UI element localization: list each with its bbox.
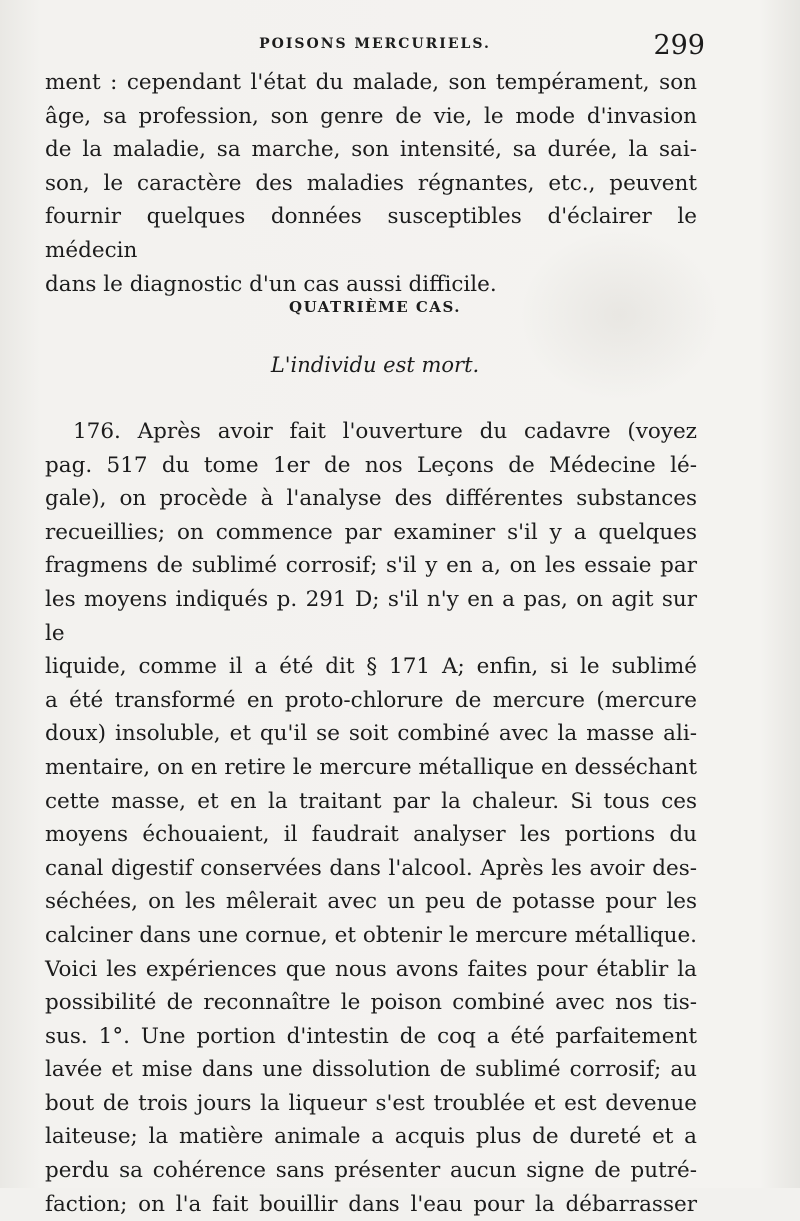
text-line: mentaire, on en retire le mercure métallique en desséchant — [45, 754, 697, 780]
text-line: de la maladie, sa marche, son intensité, sa durée, la sai- — [45, 137, 697, 163]
text-line: doux) insoluble, et qu'il se soit combiné avec la masse ali- — [45, 721, 697, 747]
text-line: canal digestif conservées dans l'alcool. Après les avoir des- — [45, 855, 697, 881]
page-number: 299 — [653, 30, 705, 61]
text-line: séchées, on les mêlerait avec un peu de potasse pour les — [45, 889, 697, 915]
text-line: cette masse, et en la traitant par la chaleur. Si tous ces — [45, 788, 697, 814]
text-line: fournir quelques données susceptibles d'éclairer le médecin — [45, 204, 697, 263]
running-title: POISONS MERCURIELS. — [259, 36, 491, 52]
text-line: possibilité de reconnaître le poison combiné avec nos tis- — [45, 990, 697, 1016]
section-heading: QUATRIÈME CAS. — [289, 298, 461, 316]
text-line: perdu sa cohérence sans présenter aucun signe de putré- — [45, 1158, 697, 1184]
text-line: Voici les expériences que nous avons faites pour établir la — [45, 956, 697, 982]
text-line: lavée et mise dans une dissolution de sublimé corrosif; au — [45, 1057, 697, 1083]
text-line: a été transformé en proto-chlorure de mercure (mercure — [45, 687, 697, 713]
text-line: sus. 1°. Une portion d'intestin de coq a été parfaitement — [45, 1023, 697, 1049]
text-line: gale), on procède à l'analyse des différentes substances — [45, 486, 697, 512]
text-line: laiteuse; la matière animale a acquis plus de dureté et a — [45, 1124, 697, 1150]
text-line: bout de trois jours la liqueur s'est troublée et est devenue — [45, 1090, 697, 1116]
text-line: son, le caractère des maladies régnantes, etc., peuvent — [45, 170, 697, 196]
text-line: âge, sa profession, son genre de vie, le mode d'invasion — [45, 103, 697, 129]
text-line: faction; on l'a fait bouillir dans l'eau pour la débarrasser — [45, 1191, 697, 1217]
running-head — [45, 30, 705, 60]
text-line: pag. 517 du tome 1er de nos Leçons de Médecine lé- — [45, 452, 697, 478]
text-line: liquide, comme il a été dit § 171 A; enfin, si le sublimé — [45, 654, 697, 680]
text-line: les moyens indiqués p. 291 D; s'il n'y en a pas, on agit sur le — [45, 586, 697, 646]
text-line: calciner dans une cornue, et obtenir le mercure métallique. — [45, 922, 697, 948]
text-line: 176. Après avoir fait l'ouverture du cadavre (voyez — [73, 419, 697, 444]
text-line: fragmens de sublimé corrosif; s'il y en a, on les essaie par — [45, 553, 697, 579]
section-subheading: L'individu est mort. — [270, 353, 480, 377]
text-line: dans le diagnostic d'un cas aussi difficile. — [45, 271, 497, 297]
text-line: ment : cependant l'état du malade, son tempérament, son — [45, 70, 697, 95]
text-line: recueillies; on commence par examiner s'il y a quelques — [45, 519, 697, 545]
top-paragraph — [45, 66, 697, 301]
text-line: moyens échouaient, il faudrait analyser les portions du — [45, 822, 697, 848]
main-paragraph — [45, 415, 697, 1221]
